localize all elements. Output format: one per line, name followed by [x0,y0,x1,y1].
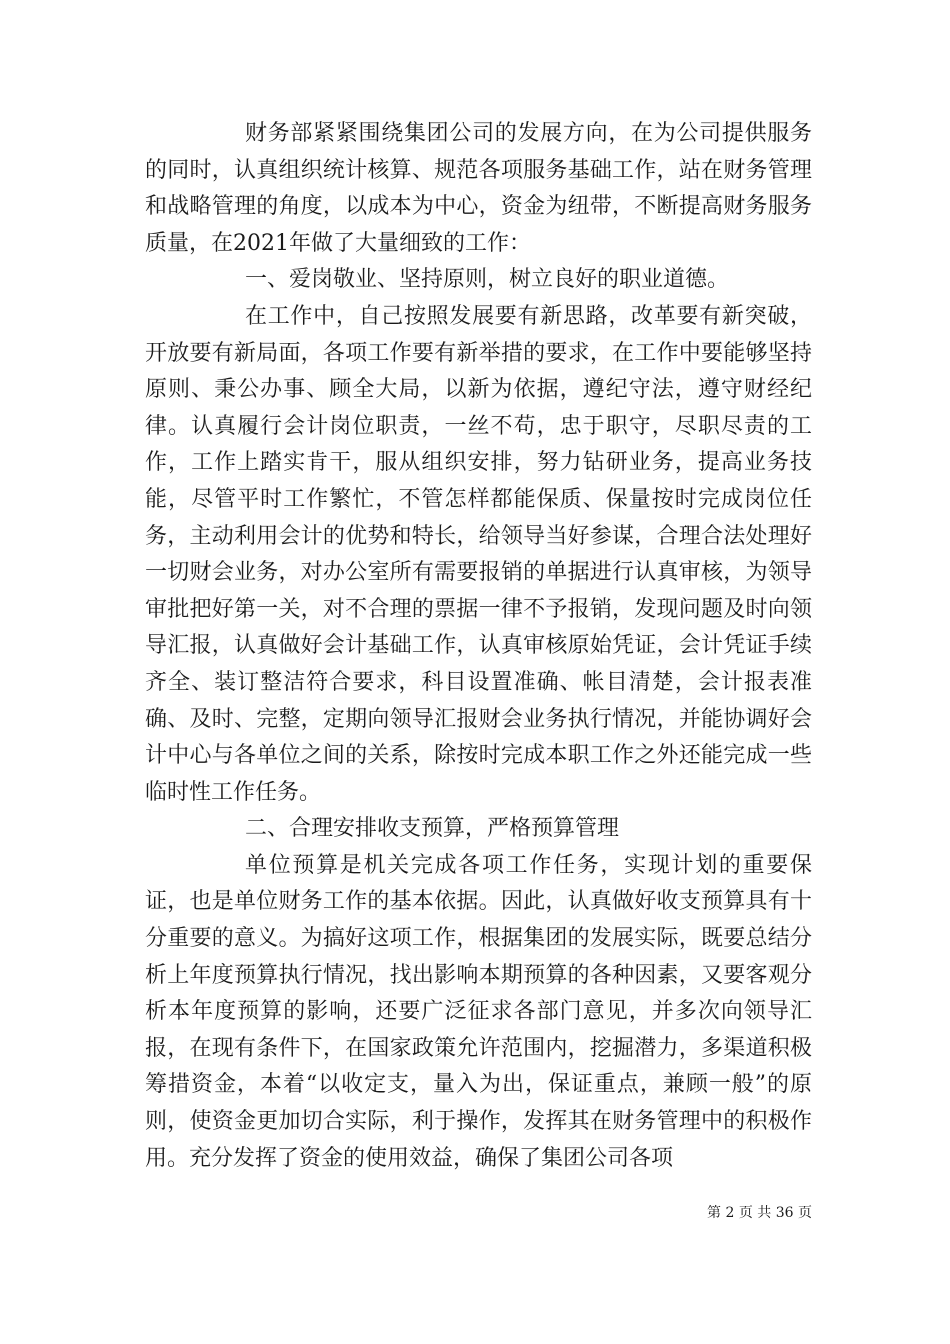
section-heading-2: 二、合理安排收支预算，严格预算管理 [245,816,620,842]
page-number-footer: 第 2 页 共 36 页 [707,1205,812,1221]
section-heading-1: 一、爱岗敬业、坚持原则，树立良好的职业道德。 [245,267,730,293]
document-body [145,116,812,1177]
paragraph-section-2: 单位预算是机关完成各项工作任务，实现计划的重要保证，也是单位财务工作的基本依据。因此，认真做好收支预算具有十分重要的意义。为搞好这项工作，根据集团的发展实际，既要总结分析上年度预算执行情况，找出影响本期预算的各种因素，又要客观分析本年度预算的影响，还要广泛征求各部门意见，并多次向领导汇报，在现有条件下，在国家政策允许范围内，挖掘潜力，多渠道积极筹措资金，本着“以收定支，量入为出，保证重点，兼顾一般”的原则，使资金更加切合实际，利于操作，发挥其在财务管理中的积极作用。充分发挥了资金的使用效益，确保了集团公司各项 [145,852,812,1171]
paragraph-section-1: 在工作中，自己按照发展要有新思路，改革要有新突破，开放要有新局面，各项工作要有新举措的要求，在工作中要能够坚持原则、秉公办事、顾全大局，以新为依据，遵纪守法，遵守财经纪律。认真履行会计岗位职责，一丝不苟，忠于职守，尽职尽责的工作，工作上踏实肯干，服从组织安排，努力钻研业务，提高业务技能，尽管平时工作繁忙，不管怎样都能保质、保量按时完成岗位任务，主动利用会计的优势和特长，给领导当好参谋，合理合法处理好一切财会业务，对办公室所有需要报销的单据进行认真审核，为领导审批把好第一关，对不合理的票据一律不予报销，发现问题及时向领导汇报，认真做好会计基础工作，认真审核原始凭证，会计凭证手续齐全、装订整洁符合要求，科目设置准确、帐目清楚，会计报表准确、及时、完整，定期向领导汇报财会业务执行情况，并能协调好会计中心与各单位之间的关系，除按时完成本职工作之外还能完成一些临时性工作任务。 [145,303,812,805]
paragraph-intro: 财务部紧紧围绕集团公司的发展方向，在为公司提供服务的同时，认真组织统计核算、规范各项服务基础工作，站在财务管理和战略管理的角度，以成本为中心，资金为纽带，不断提高财务服务质量，在2021年做了大量细致的工作： [145,121,812,256]
